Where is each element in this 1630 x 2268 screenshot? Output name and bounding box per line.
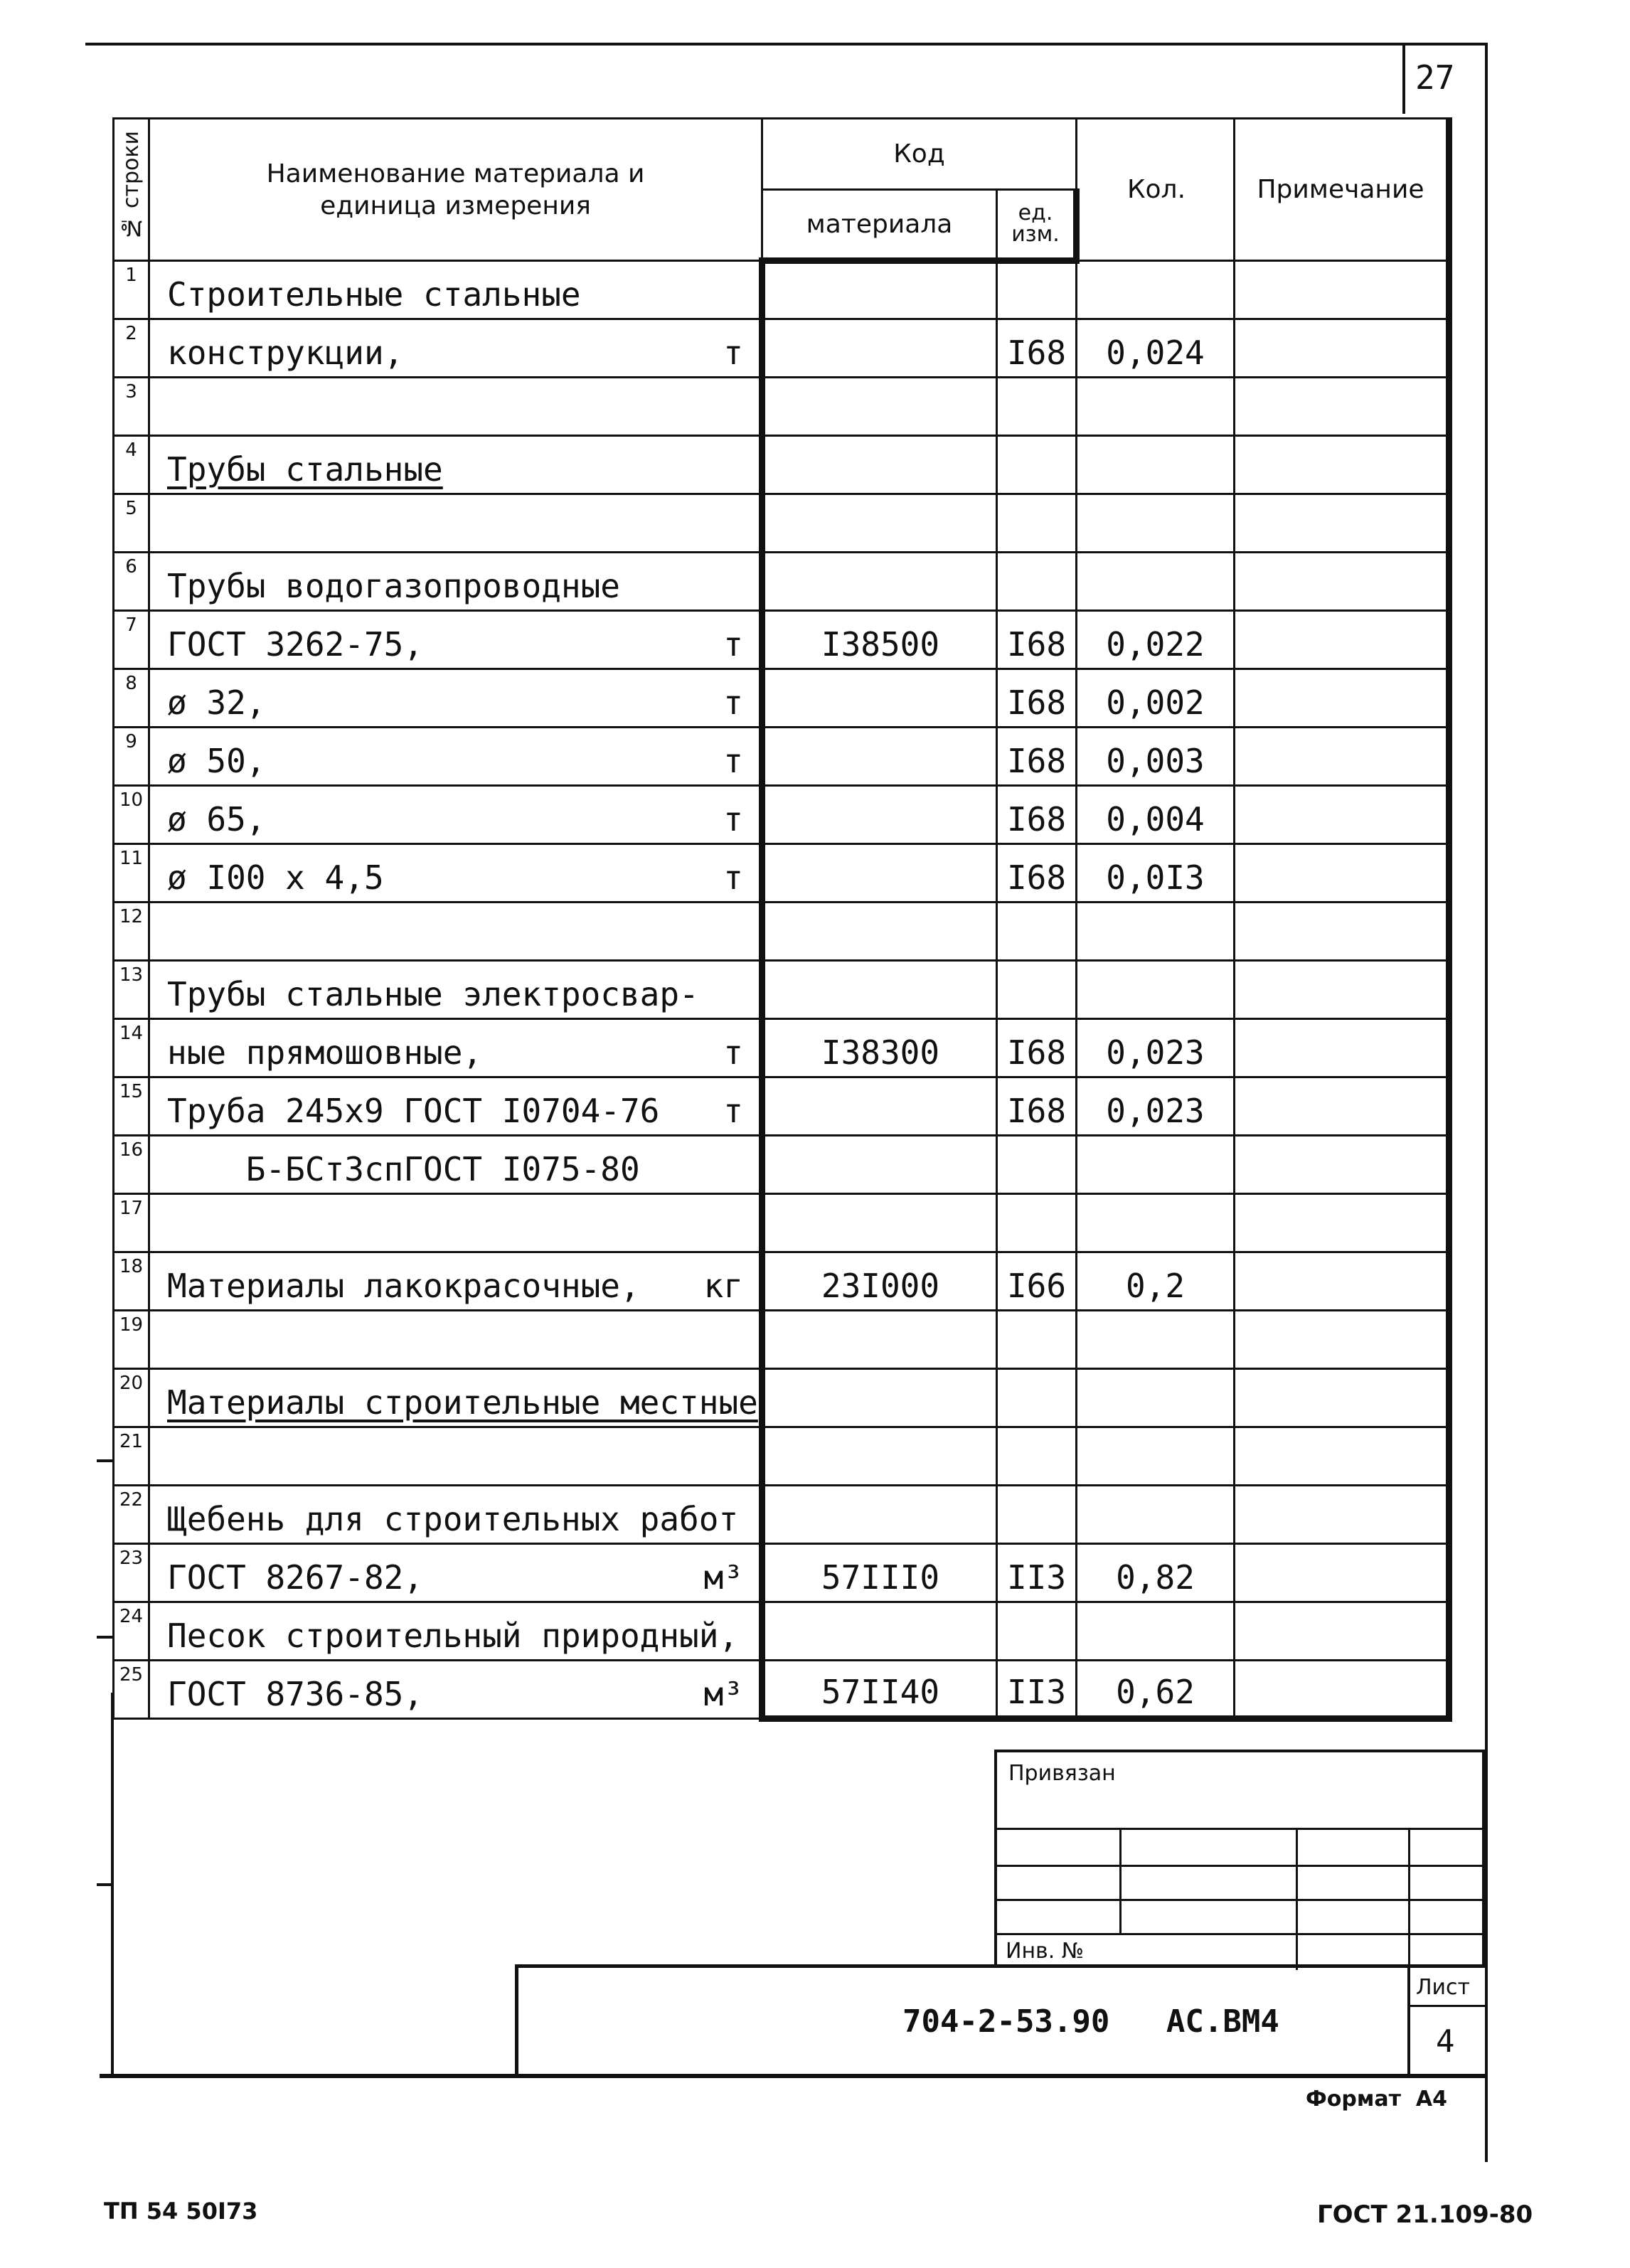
table-row [114, 494, 1449, 553]
unit-code-cell [997, 1369, 1077, 1427]
quantity-cell: 0,003 [1077, 728, 1235, 786]
quantity-cell [1077, 1194, 1235, 1252]
material-name: Песок строительный природный, [167, 1617, 739, 1655]
row-number-cell: 2 [114, 319, 149, 378]
footer-right: ГОСТ 21.109-80 [1317, 2200, 1533, 2229]
material-code-cell [762, 1136, 997, 1194]
list-label: Лист [1416, 1975, 1471, 2000]
top-frame-line [85, 43, 1488, 46]
note-cell [1235, 1544, 1449, 1602]
material-name-cell [149, 1544, 762, 1602]
table-row [114, 903, 1449, 961]
unit-code-cell [997, 553, 1077, 611]
row-number-cell: 18 [114, 1252, 149, 1311]
material-name-cell [149, 1369, 762, 1427]
unit-label: кг [703, 1267, 743, 1305]
note-cell [1235, 261, 1449, 319]
quantity-cell [1077, 378, 1235, 436]
header-row-no [114, 119, 149, 261]
unit-code-cell [997, 1194, 1077, 1252]
header-code: Код [762, 119, 1077, 190]
unit-label: м³ [703, 1675, 743, 1713]
table-row [114, 1427, 1449, 1486]
table-row [114, 1602, 1449, 1661]
right-frame-line [1485, 114, 1488, 2162]
quantity-cell [1077, 436, 1235, 494]
material-name: ø 50, [167, 742, 266, 780]
material-name-cell [149, 1019, 762, 1077]
material-code-cell [762, 728, 997, 786]
note-cell [1235, 436, 1449, 494]
table-row [114, 611, 1449, 669]
note-cell [1235, 319, 1449, 378]
unit-code-cell [997, 1486, 1077, 1544]
header-qty: Кол. [1077, 119, 1235, 261]
row-number-cell: 13 [114, 961, 149, 1019]
material-code-cell: I38500 [762, 611, 997, 669]
material-code-cell [762, 436, 997, 494]
row-number-cell: 4 [114, 436, 149, 494]
unit-label: т [723, 858, 743, 897]
material-name-cell [149, 1602, 762, 1661]
material-code-cell [762, 844, 997, 903]
material-code-cell [762, 1194, 997, 1252]
note-cell [1235, 728, 1449, 786]
material-code-cell [762, 1602, 997, 1661]
sheet-number-top: 27 [1415, 58, 1455, 97]
quantity-cell [1077, 494, 1235, 553]
document-code: 704-2-53.90 АС.ВМ4 [902, 2003, 1279, 2040]
note-cell [1235, 611, 1449, 669]
unit-code-cell [997, 494, 1077, 553]
row-number-cell: 24 [114, 1602, 149, 1661]
table-row [114, 1136, 1449, 1194]
table-row [114, 1194, 1449, 1252]
quantity-cell: 0,62 [1077, 1661, 1235, 1719]
header-name: Наименование материала и единица измерения [149, 119, 762, 261]
unit-code-cell: I68 [997, 1077, 1077, 1136]
material-name: ø 65, [167, 800, 266, 838]
row-number-cell: 19 [114, 1311, 149, 1369]
note-cell [1235, 1427, 1449, 1486]
table-row [114, 669, 1449, 728]
header-code-material: материала [762, 190, 997, 261]
material-name: конструкции, [167, 334, 404, 372]
row-number-cell: 22 [114, 1486, 149, 1544]
inventory-number-label: Инв. № [1006, 1939, 1085, 1964]
note-cell [1235, 1252, 1449, 1311]
row-number-cell: 9 [114, 728, 149, 786]
material-name: Трубы водогазопроводные [167, 567, 620, 605]
list-box [1407, 1968, 1486, 2077]
material-code-cell [762, 319, 997, 378]
material-code-cell [762, 1369, 997, 1427]
unit-code-cell [997, 378, 1077, 436]
quantity-cell: 0,82 [1077, 1544, 1235, 1602]
material-name-cell [149, 1661, 762, 1719]
unit-code-cell [997, 1136, 1077, 1194]
quantity-cell: 0,024 [1077, 319, 1235, 378]
note-cell [1235, 1602, 1449, 1661]
note-cell [1235, 378, 1449, 436]
note-cell [1235, 844, 1449, 903]
note-cell [1235, 494, 1449, 553]
material-name-cell [149, 378, 762, 436]
material-name: Строительные стальные [167, 275, 581, 314]
material-name: Труба 245х9 ГОСТ I0704-76 [167, 1092, 660, 1130]
table-row [114, 1077, 1449, 1136]
row-number-cell: 15 [114, 1077, 149, 1136]
material-name: ГОСТ 3262-75, [167, 625, 424, 664]
row-number-cell: 10 [114, 786, 149, 844]
unit-code-cell [997, 436, 1077, 494]
unit-label: т [723, 1033, 743, 1072]
header-note: Примечание [1235, 119, 1449, 261]
unit-label: т [723, 683, 743, 722]
table-row [114, 436, 1449, 494]
note-cell [1235, 1311, 1449, 1369]
material-code-cell [762, 1077, 997, 1136]
material-name-cell [149, 669, 762, 728]
unit-code-cell: I68 [997, 611, 1077, 669]
row-number-cell: 7 [114, 611, 149, 669]
quantity-cell [1077, 1369, 1235, 1427]
unit-code-cell [997, 903, 1077, 961]
material-code-cell: I38300 [762, 1019, 997, 1077]
table-row [114, 728, 1449, 786]
quantity-cell: 0,023 [1077, 1077, 1235, 1136]
table-row [114, 1544, 1449, 1602]
note-cell [1235, 786, 1449, 844]
unit-code-cell: I68 [997, 669, 1077, 728]
material-name-cell [149, 261, 762, 319]
material-code-cell [762, 961, 997, 1019]
material-name-cell [149, 1486, 762, 1544]
material-name-cell [149, 728, 762, 786]
note-cell [1235, 553, 1449, 611]
unit-code-cell: II3 [997, 1544, 1077, 1602]
title-block [515, 1964, 1485, 2077]
material-name: Материалы строительные местные [167, 1383, 758, 1422]
note-cell [1235, 1019, 1449, 1077]
quantity-cell [1077, 1602, 1235, 1661]
material-code-cell [762, 903, 997, 961]
row-number-cell: 5 [114, 494, 149, 553]
unit-code-cell [997, 1311, 1077, 1369]
material-name-cell [149, 961, 762, 1019]
material-name-cell [149, 844, 762, 903]
unit-code-cell: I68 [997, 844, 1077, 903]
unit-label: т [723, 1092, 743, 1130]
material-name-cell [149, 1077, 762, 1136]
table-body [114, 261, 1449, 1719]
row-number-cell: 8 [114, 669, 149, 728]
table-row [114, 319, 1449, 378]
material-name-cell [149, 1311, 762, 1369]
material-name-cell [149, 1427, 762, 1486]
table-row [114, 786, 1449, 844]
material-code-cell [762, 669, 997, 728]
material-name: Трубы стальные [167, 450, 443, 489]
quantity-cell [1077, 1427, 1235, 1486]
row-number-cell: 21 [114, 1427, 149, 1486]
margin-tick [97, 1636, 114, 1639]
unit-label: т [723, 625, 743, 664]
material-name: Материалы лакокрасочные, [167, 1267, 640, 1305]
material-name-cell [149, 903, 762, 961]
material-code-cell [762, 261, 997, 319]
quantity-cell [1077, 1311, 1235, 1369]
note-cell [1235, 669, 1449, 728]
quantity-cell: 0,0I3 [1077, 844, 1235, 903]
note-cell [1235, 1136, 1449, 1194]
material-code-cell [762, 1311, 997, 1369]
material-name: ные прямошовные, [167, 1033, 483, 1072]
material-name-cell [149, 1252, 762, 1311]
material-code-cell: 57II40 [762, 1661, 997, 1719]
row-number-cell: 20 [114, 1369, 149, 1427]
material-code-cell [762, 378, 997, 436]
unit-label: т [723, 800, 743, 838]
material-name: ø I00 x 4,5 [167, 858, 384, 897]
unit-code-cell [997, 961, 1077, 1019]
note-cell [1235, 903, 1449, 961]
unit-code-cell [997, 1427, 1077, 1486]
material-name-cell [149, 553, 762, 611]
material-code-cell [762, 553, 997, 611]
material-name-cell [149, 436, 762, 494]
material-code-cell [762, 786, 997, 844]
table-row [114, 1486, 1449, 1544]
material-name-cell [149, 786, 762, 844]
table-row [114, 844, 1449, 903]
row-number-cell: 23 [114, 1544, 149, 1602]
note-cell [1235, 1661, 1449, 1719]
table-row [114, 1252, 1449, 1311]
binding-grid-vline [1296, 1828, 1298, 1970]
material-name: Щебень для строительных работ [167, 1500, 739, 1538]
table-row [114, 1661, 1449, 1719]
row-number-cell: 16 [114, 1136, 149, 1194]
row-number-cell: 12 [114, 903, 149, 961]
note-cell [1235, 1486, 1449, 1544]
quantity-cell [1077, 1136, 1235, 1194]
material-code-cell [762, 494, 997, 553]
unit-code-cell: I66 [997, 1252, 1077, 1311]
unit-code-cell: I68 [997, 1019, 1077, 1077]
row-number-cell: 14 [114, 1019, 149, 1077]
table-row [114, 261, 1449, 319]
unit-label: м³ [703, 1558, 743, 1597]
unit-label: т [723, 334, 743, 372]
note-cell [1235, 1194, 1449, 1252]
row-number-cell: 1 [114, 261, 149, 319]
header-code-unit: ед. изм. [997, 190, 1077, 261]
quantity-cell: 0,004 [1077, 786, 1235, 844]
material-name: ГОСТ 8267-82, [167, 1558, 424, 1597]
unit-code-cell: II3 [997, 1661, 1077, 1719]
quantity-cell [1077, 1486, 1235, 1544]
binding-label: Привязан [1008, 1761, 1116, 1786]
table-row [114, 1019, 1449, 1077]
binding-grid-vline [1408, 1828, 1410, 1970]
material-name: ø 32, [167, 683, 266, 722]
row-number-cell: 25 [114, 1661, 149, 1719]
quantity-cell [1077, 553, 1235, 611]
unit-code-cell: I68 [997, 319, 1077, 378]
unit-code-cell [997, 1602, 1077, 1661]
format-label: Формат А4 [1306, 2087, 1447, 2112]
footer-left: ТП 54 50I73 [104, 2198, 258, 2225]
material-code-cell [762, 1486, 997, 1544]
quantity-cell [1077, 961, 1235, 1019]
quantity-cell [1077, 261, 1235, 319]
binding-grid-vline [1119, 1828, 1122, 1934]
note-cell [1235, 1077, 1449, 1136]
quantity-cell: 0,022 [1077, 611, 1235, 669]
table-row [114, 961, 1449, 1019]
row-number-cell: 11 [114, 844, 149, 903]
material-name-cell [149, 494, 762, 553]
table-row [114, 378, 1449, 436]
margin-tick [97, 1459, 114, 1462]
material-name-cell [149, 1194, 762, 1252]
material-name: ГОСТ 8736-85, [167, 1675, 424, 1713]
binding-grid [994, 1750, 1485, 1967]
table-row [114, 1311, 1449, 1369]
material-name: Б-БСт3спГОСТ I075-80 [167, 1150, 640, 1188]
material-name-cell [149, 1136, 762, 1194]
row-number-cell: 6 [114, 553, 149, 611]
unit-code-cell: I68 [997, 728, 1077, 786]
material-name-cell [149, 611, 762, 669]
material-code-cell [762, 1427, 997, 1486]
unit-code-cell: I68 [997, 786, 1077, 844]
note-cell [1235, 1369, 1449, 1427]
quantity-cell: 0,023 [1077, 1019, 1235, 1077]
table-row [114, 1369, 1449, 1427]
list-box-divider [1410, 2005, 1486, 2007]
stamp-left-border [111, 1693, 114, 2077]
row-number-cell: 17 [114, 1194, 149, 1252]
note-cell [1235, 961, 1449, 1019]
material-name: Трубы стальные электросвар- [167, 975, 699, 1013]
material-code-cell: 23I000 [762, 1252, 997, 1311]
unit-label: т [723, 742, 743, 780]
header-row-no-text: № строки [118, 131, 144, 240]
unit-code-cell [997, 261, 1077, 319]
table-row [114, 553, 1449, 611]
material-code-cell: 57III0 [762, 1544, 997, 1602]
row-number-cell: 3 [114, 378, 149, 436]
quantity-cell: 0,2 [1077, 1252, 1235, 1311]
list-number: 4 [1436, 2023, 1455, 2060]
materials-table [112, 117, 1452, 1722]
quantity-cell [1077, 903, 1235, 961]
quantity-cell: 0,002 [1077, 669, 1235, 728]
material-name-cell [149, 319, 762, 378]
